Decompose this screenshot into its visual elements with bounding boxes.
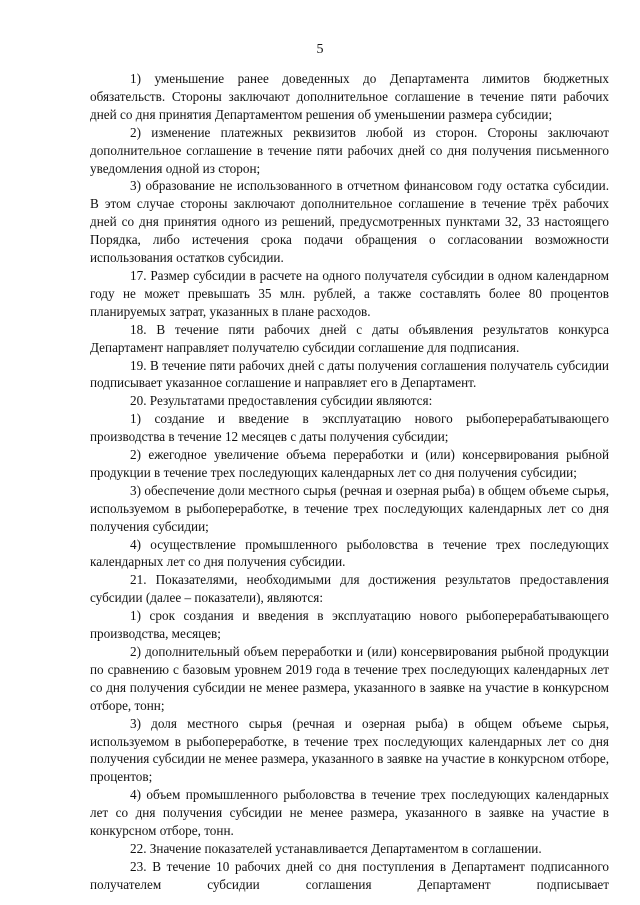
page-number: 5 bbox=[316, 42, 324, 57]
paragraph: 2) ежегодное увеличение объема переработки и (или) консервирования рыбной продукции в течение трех последующих календарных лет со дня получения субсидии; bbox=[90, 447, 609, 480]
paragraph: 18. В течение пяти рабочих дней с даты объявления результатов конкурса Департамент направляет получателю субсидии соглашение для подписания. bbox=[90, 321, 609, 355]
paragraph: 4) объем промышленного рыболовства в течение трех последующих календарных лет со дня получения субсидии не менее размера, указанного в заявке на участие в конкурсном отборе, тонн. bbox=[90, 787, 609, 839]
paragraph: 21. Показателями, необходимыми для достижения результатов предоставления субсидии (далее – показатели), являются: bbox=[90, 572, 609, 606]
paragraph: 3) обеспечение доли местного сырья (речная и озерная рыба) в общем объеме сырья, используемом в рыбопереработке, в течение трех последующих календарных лет со дня получения субсидии; bbox=[90, 482, 609, 534]
paragraph: 4) осуществление промышленного рыболовства в течение трех последующих календарных лет со дня получения субсидии. bbox=[90, 536, 609, 570]
paragraph: 3) доля местного сырья (речная и озерная рыба) в общем объеме сырья, используемом в рыбопереработке, в течение трех последующих календарных лет со дня получения субсидии не менее размера, указанного в заявке на участие в конкурсном отборе, процентов; bbox=[90, 715, 609, 785]
paragraph: 23. В течение 10 рабочих дней со дня поступления в Департамент подписанного получателем субсидии соглашения Департамент подписывает bbox=[90, 858, 609, 892]
document-body bbox=[90, 70, 609, 894]
paragraph: 22. Значение показателей устанавливается Департаментом в соглашении. bbox=[130, 840, 542, 856]
paragraph: 19. В течение пяти рабочих дней с даты получения соглашения получатель субсидии подписывает указанное соглашение и направляет его в Департамент. bbox=[90, 357, 609, 391]
paragraph: 17. Размер субсидии в расчете на одного получателя субсидии в одном календарном году не может превышать 35 млн. рублей, а также составлять более 80 процентов планируемых затрат, указанных в плане расходов. bbox=[90, 267, 609, 319]
paragraph: 2) дополнительный объем переработки и (или) консервирования рыбной продукции по сравнению с базовым уровнем 2019 года в течение трех последующих календарных лет со дня получения субсидии не менее размера, указанного в заявке на участие в конкурсном отборе, тонн; bbox=[90, 644, 609, 713]
paragraph: 1) уменьшение ранее доведенных до Департамента лимитов бюджетных обязательств. Стороны заключают дополнительное соглашение в течение пяти рабочих дней со дня принятия Департаментом решения об уменьшении размера субсидии; bbox=[90, 71, 609, 122]
paragraph: 3) образование не использованного в отчетном финансовом году остатка субсидии. В этом случае стороны заключают дополнительное соглашение в течение трёх рабочих дней со дня принятия одного из решений, предусмотренных пунктами 32, 33 настоящего Порядка, либо истечения срока подачи обращения о согласовании возможности использования остатков субсидии. bbox=[90, 178, 609, 266]
paragraph: 1) срок создания и введения в эксплуатацию нового рыбоперерабатывающего производства, месяцев; bbox=[90, 608, 609, 642]
paragraph: 2) изменение платежных реквизитов любой из сторон. Стороны заключают дополнительное соглашение в течение пяти рабочих дней со дня получения письменного уведомления одной из сторон; bbox=[90, 124, 609, 176]
paragraph: 20. Результатами предоставления субсидии являются: bbox=[130, 393, 433, 409]
paragraph: 1) создание и введение в эксплуатацию нового рыбоперерабатывающего производства в течение 12 месяцев с даты получения субсидии; bbox=[90, 411, 609, 445]
